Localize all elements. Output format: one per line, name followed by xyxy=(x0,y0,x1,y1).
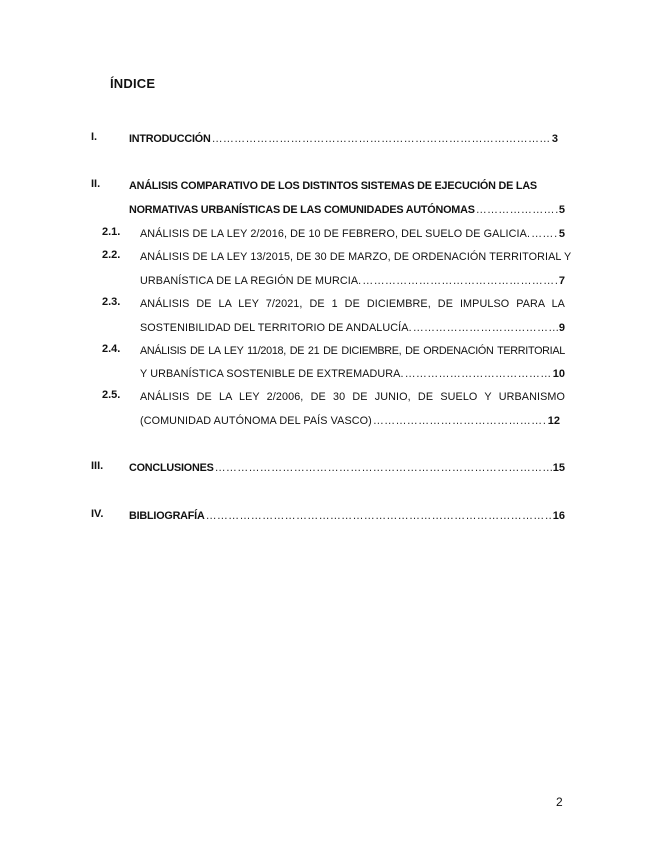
toc-page: 3 xyxy=(551,133,558,145)
toc-text: ANÁLISIS DE LA LEY 2/2006, DE 30 DE JUNIO, DE SUELO Y URBANISMO xyxy=(140,391,565,403)
toc-text: ANÁLISIS DE LA LEY 2/2016, DE 10 DE FEBRERO, DEL SUELO DE GALICIA. xyxy=(140,228,531,240)
toc-leader-dots xyxy=(212,131,551,147)
toc-leader-dots xyxy=(373,413,547,429)
toc-leader-dots xyxy=(215,460,552,476)
toc-text: SOSTENIBILIDAD DEL TERRITORIO DE ANDALUCÍA. xyxy=(140,322,412,334)
toc-page: 7 xyxy=(558,275,565,287)
toc-page: 5 xyxy=(558,204,565,216)
toc-number: 2.5. xyxy=(102,389,121,401)
toc-number: IV. xyxy=(91,508,104,520)
toc-text: CONCLUSIONES xyxy=(129,462,214,474)
toc-page: 5 xyxy=(558,228,565,240)
toc-page: 10 xyxy=(552,368,565,380)
toc-text: (COMUNIDAD AUTÓNOMA DEL PAÍS VASCO) xyxy=(140,415,372,427)
toc-page: 9 xyxy=(558,322,565,334)
toc-leader-dots xyxy=(531,226,558,242)
toc-text: URBANÍSTICA DE LA REGIÓN DE MURCIA. xyxy=(140,275,362,287)
toc-number: II. xyxy=(91,178,101,190)
toc-text: ANÁLISIS DE LA LEY 7/2021, DE 1 DE DICIEMBRE, DE IMPULSO PARA LA xyxy=(140,298,565,310)
toc-page: 15 xyxy=(552,462,565,474)
toc-text: Y URBANÍSTICA SOSTENIBLE DE EXTREMADURA. xyxy=(140,368,404,380)
toc-leader-dots xyxy=(362,273,558,289)
toc-page: 16 xyxy=(552,510,565,522)
toc-leader-dots xyxy=(413,320,558,336)
toc-number: 2.1. xyxy=(102,226,121,238)
toc-text: NORMATIVAS URBANÍSTICAS DE LAS COMUNIDADES AUTÓNOMAS xyxy=(129,204,475,216)
toc-page: 12 xyxy=(547,415,560,427)
toc-text: ANÁLISIS DE LA LEY 11/2018, DE 21 DE DICIEMBRE, DE ORDENACIÓN TERRITORIAL xyxy=(140,345,565,357)
toc-number: 2.3. xyxy=(102,296,121,308)
page-number: 2 xyxy=(556,795,563,809)
toc-number: III. xyxy=(91,460,104,472)
toc-text: ANÁLISIS DE LA LEY 13/2015, DE 30 DE MARZO, DE ORDENACIÓN TERRITORIAL Y xyxy=(140,251,572,263)
index-title: ÍNDICE xyxy=(110,76,156,91)
toc-number: 2.2. xyxy=(102,249,121,261)
toc-text: BIBLIOGRAFÍA xyxy=(129,510,205,522)
toc-leader-dots xyxy=(405,366,552,382)
toc-leader-dots xyxy=(206,508,552,524)
toc-text: ANÁLISIS COMPARATIVO DE LOS DISTINTOS SISTEMAS DE EJECUCIÓN DE LAS xyxy=(129,180,537,192)
toc-number: 2.4. xyxy=(102,343,121,355)
toc-leader-dots xyxy=(476,202,558,218)
toc-number: I. xyxy=(91,131,98,143)
toc-text: INTRODUCCIÓN xyxy=(129,133,211,145)
